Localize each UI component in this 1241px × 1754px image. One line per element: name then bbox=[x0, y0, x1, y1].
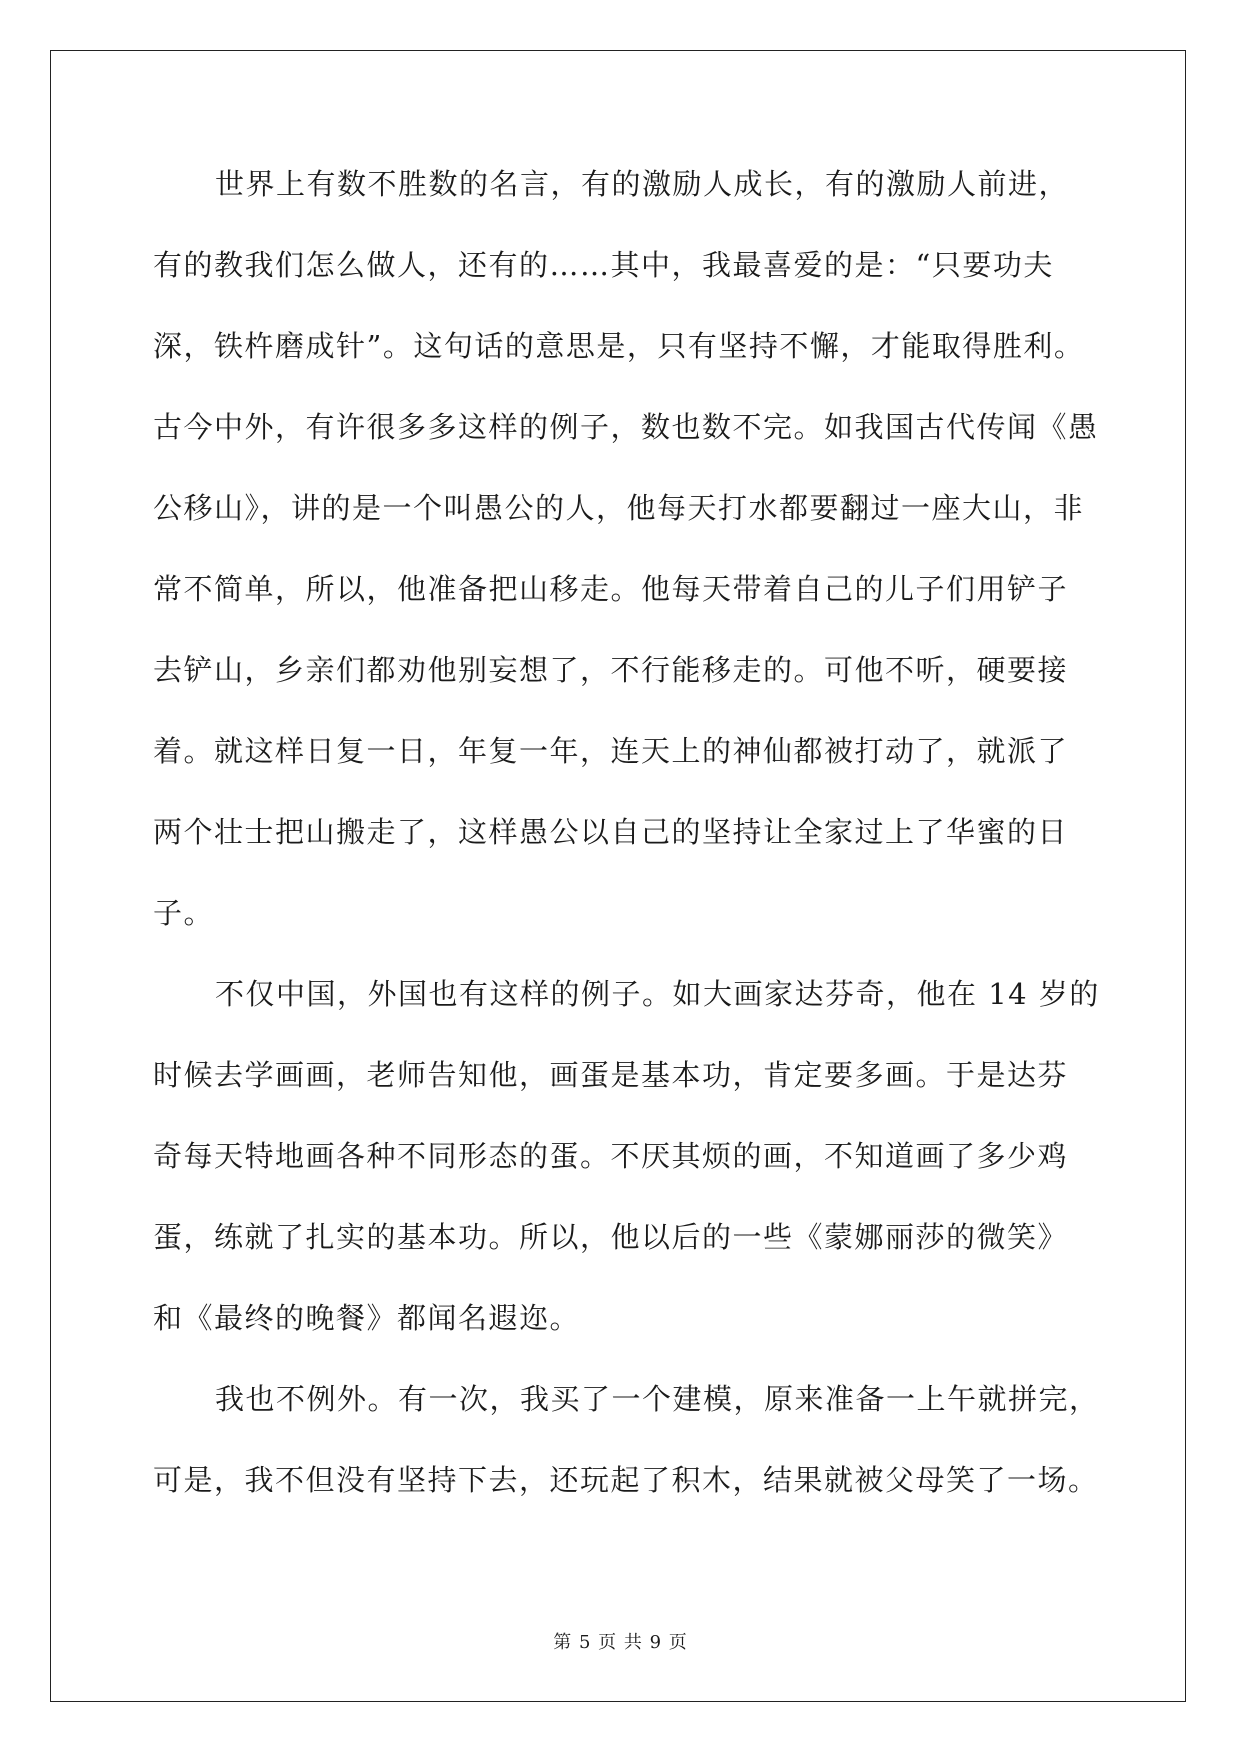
paragraph-1-line-7: 去铲山，乡亲们都劝他别妄想了，不行能移走的。可他不听，硬要接 bbox=[153, 653, 1069, 687]
paragraph-3-line-2: 可是，我不但没有坚持下去，还玩起了积木，结果就被父母笑了一场。 bbox=[153, 1463, 1099, 1497]
paragraph-1-line-9: 两个壮士把山搬走了，这样愚公以自己的坚持让全家过上了华蜜的日 bbox=[153, 815, 1069, 849]
paragraph-2-line-1: 不仅中国，外国也有这样的例子。如大画家达芬奇，他在 14 岁的 bbox=[215, 977, 1100, 1011]
paragraph-1-line-3: 深，铁杵磨成针”。这句话的意思是，只有坚持不懈，才能取得胜利。 bbox=[153, 329, 1085, 363]
paragraph-2-line-3: 奇每天特地画各种不同形态的蛋。不厌其烦的画，不知道画了多少鸡 bbox=[153, 1139, 1069, 1173]
paragraph-2-line-2: 时候去学画画，老师告知他，画蛋是基本功，肯定要多画。于是达芬 bbox=[153, 1058, 1069, 1092]
document-body bbox=[153, 162, 1100, 1539]
page-number: 第 5 页 共 9 页 bbox=[553, 1632, 688, 1653]
paragraph-1-line-8: 着。就这样日复一日，年复一年，连天上的神仙都被打动了，就派了 bbox=[153, 734, 1069, 768]
paragraph-1-line-5: 公移山》，讲的是一个叫愚公的人，他每天打水都要翻过一座大山，非 bbox=[153, 491, 1085, 525]
paragraph-2-line-4: 蛋，练就了扎实的基本功。所以，他以后的一些《蒙娜丽莎的微笑》 bbox=[153, 1220, 1069, 1254]
paragraph-1-line-10: 子。 bbox=[153, 896, 215, 930]
paragraph-1-line-4: 古今中外，有许很多多这样的例子，数也数不完。如我国古代传闻《愚 bbox=[153, 410, 1099, 444]
paragraph-1-line-2: 有的教我们怎么做人，还有的……其中，我最喜爱的是：“只要功夫 bbox=[153, 248, 1054, 282]
paragraph-2-line-5: 和《最终的晚餐》都闻名遐迩。 bbox=[153, 1301, 581, 1335]
paragraph-3-line-1: 我也不例外。有一次，我买了一个建模，原来准备一上午就拼完， bbox=[215, 1382, 1100, 1416]
paragraph-1-line-1: 世界上有数不胜数的名言，有的激励人成长，有的激励人前进， bbox=[215, 167, 1070, 201]
paragraph-1-line-6: 常不简单，所以，他准备把山移走。他每天带着自己的儿子们用铲子 bbox=[153, 572, 1069, 606]
